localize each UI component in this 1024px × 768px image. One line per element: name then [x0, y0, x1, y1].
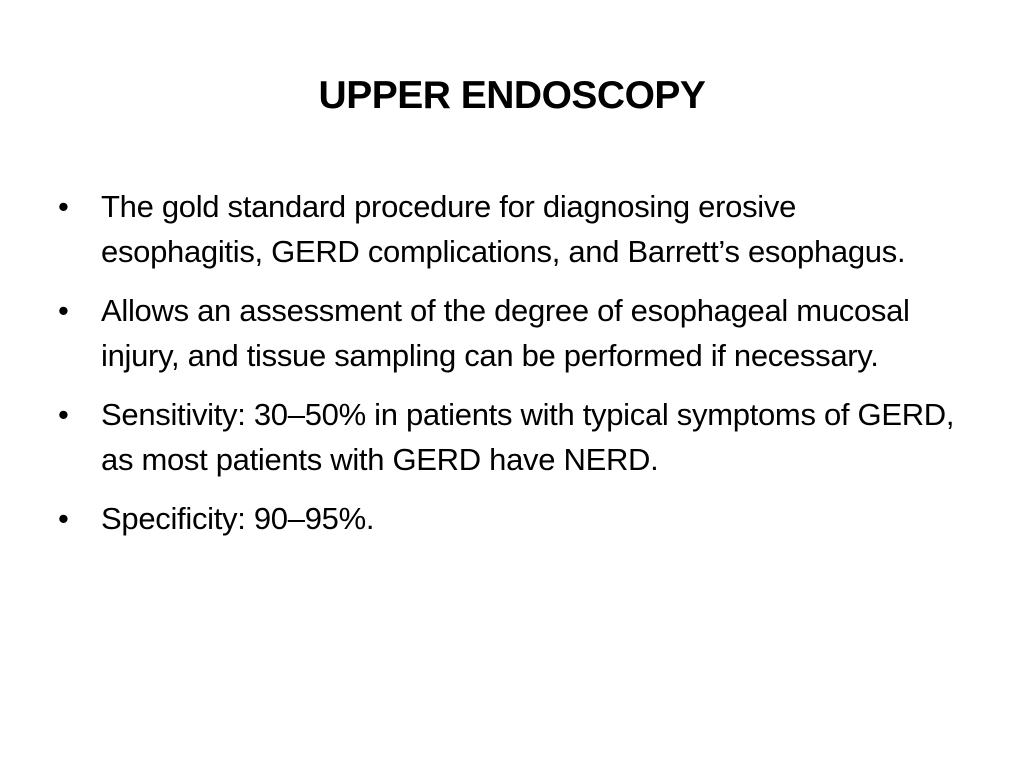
bullet-item [58, 392, 958, 482]
bullet-icon: • [58, 189, 69, 224]
bullet-list [58, 184, 958, 555]
bullet-text: Sensitivity: 30–50% in patients with typical symptoms of GERD, as most patients with GERD have NERD. [101, 397, 955, 477]
bullet-icon: • [58, 397, 69, 432]
bullet-item [58, 496, 958, 541]
bullet-item [58, 288, 958, 378]
bullet-text: Specificity: 90–95%. [101, 501, 375, 536]
bullet-text: Allows an assessment of the degree of esophageal mucosal injury, and tissue sampling can be performed if necessary. [101, 293, 910, 373]
bullet-text: The gold standard procedure for diagnosing erosive esophagitis, GERD complications, and Barrett’s esophagus. [101, 189, 906, 269]
bullet-item [58, 184, 958, 274]
bullet-icon: • [58, 501, 69, 536]
slide-title: UPPER ENDOSCOPY [318, 74, 706, 117]
bullet-icon: • [58, 293, 69, 328]
